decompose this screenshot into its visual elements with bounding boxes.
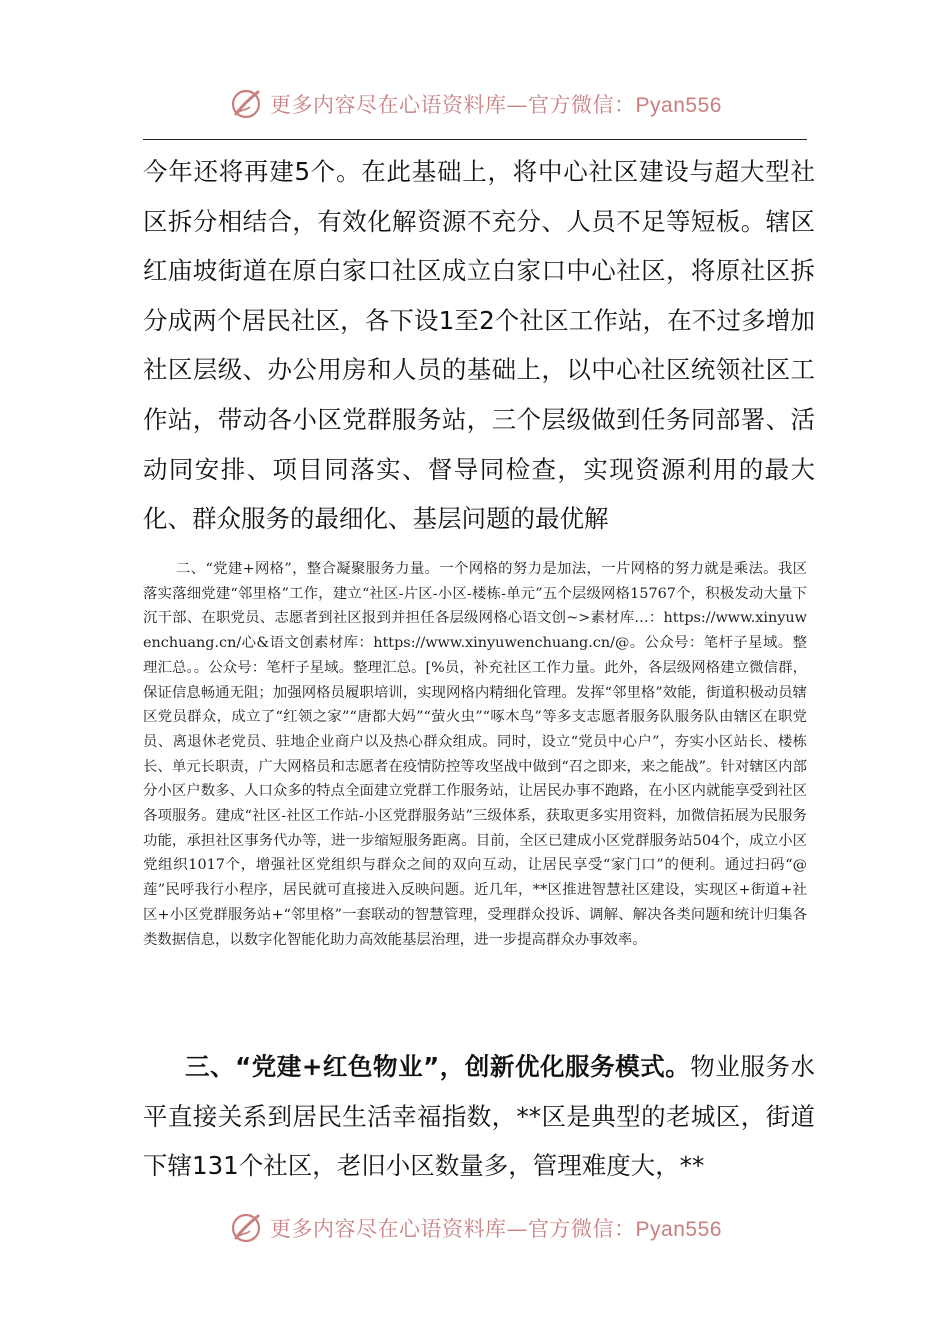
header-divider (143, 139, 807, 140)
wechat-id: Pyan556 (635, 1218, 722, 1241)
body-paragraph-small: 二、“党建+网格”，整合凝聚服务力量。一个网格的努力是加法，一片网格的努力就是乘法。我区落实落细党建“邻里格”工作，建立“社区-片区-小区-楼栋-单元”五个层级网格15767个，积极发动大量下沉干部、在职党员、志愿者到社区报到并担任各层级网格心语文创~>素材库…：https://www.xinyuwenchuang.cn/心&语文创素材库：https://www.xinyuwenchuang.cn/@。公众号：笔杆子星域。整理汇总。。公众号：笔杆子星域。整理汇总。[%员，补充社区工作力量。此外，各层级网格建立微信群，保证信息畅通无阻；加强网格员履职培训，实现网格内精细化管理。发挥“邻里格”效能，街道积极动员辖区党员群众，成立了“红领之家”“唐都大妈”“萤火虫”“啄木鸟”等多支志愿者服务队服务队由辖区在职党员、离退休老党员、驻地企业商户以及热心群众组成。同时，设立“党员中心户”，夯实小区站长、楼栋长、单元长职责，广大网格员和志愿者在疫情防控等攻坚战中做到“召之即来，来之能战”。针对辖区内部分小区户数多、人口众多的特点全面建立党群工作服务站，让居民办事不跑路，在小区内就能享受到社区各项服务。建成“社区-社区工作站-小区党群服务站”三级体系，获取更多实用资料，加微信拓展为民服务功能，承担社区事务代办等，进一步缩短服务距离。目前，全区已建成小区党群服务站504个，成立小区党组织1017个，增强社区党组织与群众之间的双向互动，让居民享受“家门口”的便利。通过扫码“@莲”民呼我行小程序，居民就可直接进入反映问题。近几年，**区推进智慧社区建设，实现区+街道+社区+小区党群服务站+“邻里格”一套联动的智慧管理，受理群众投诉、调解、解决各类问题和统计归集各类数据信息，以数字化智能化助力高效能基层治理，进一步提高群众办事效率。 (143, 561, 807, 948)
brush-logo-icon (228, 86, 264, 122)
brush-logo-icon (228, 1210, 264, 1246)
section-heading-3: 三、“党建+红色物业”，创新优化服务模式。 (185, 1052, 691, 1081)
paragraph-top-text: 今年还将再建5个。在此基础上，将中心社区建设与超大型社区拆分相结合，有效化解资源不充分、人员不足等短板。辖区红庙坡街道在原白家口社区成立白家口中心社区，将原社区拆分成两个居民社区，各下设1至2个社区工作站，在不过多增加社区层级、办公用房和人员的基础上，以中心社区统领社区工作站，带动各小区党群服务站，三个层级做到任务同部署、活动同安排、项目同落实、督导同检查，实现资源利用的最大化、群众服务的最细化、基层问题的最优解 (143, 157, 815, 534)
watermark-text: 更多内容尽在心语资料库—官方微信：Pyan556 (270, 1217, 722, 1241)
watermark-text: 更多内容尽在心语资料库—官方微信：Pyan556 (270, 93, 722, 117)
wechat-id: Pyan556 (635, 94, 722, 117)
body-paragraph-top (143, 147, 815, 544)
header-watermark (0, 82, 950, 126)
footer-watermark (0, 1206, 950, 1250)
body-paragraph-bottom (143, 1042, 815, 1191)
paragraph-bottom-text: 物业服务水平直接关系到居民生活幸福指数，**区是典型的老城区，街道下辖131个社区，老旧小区数量多，管理难度大，** (143, 1052, 815, 1181)
